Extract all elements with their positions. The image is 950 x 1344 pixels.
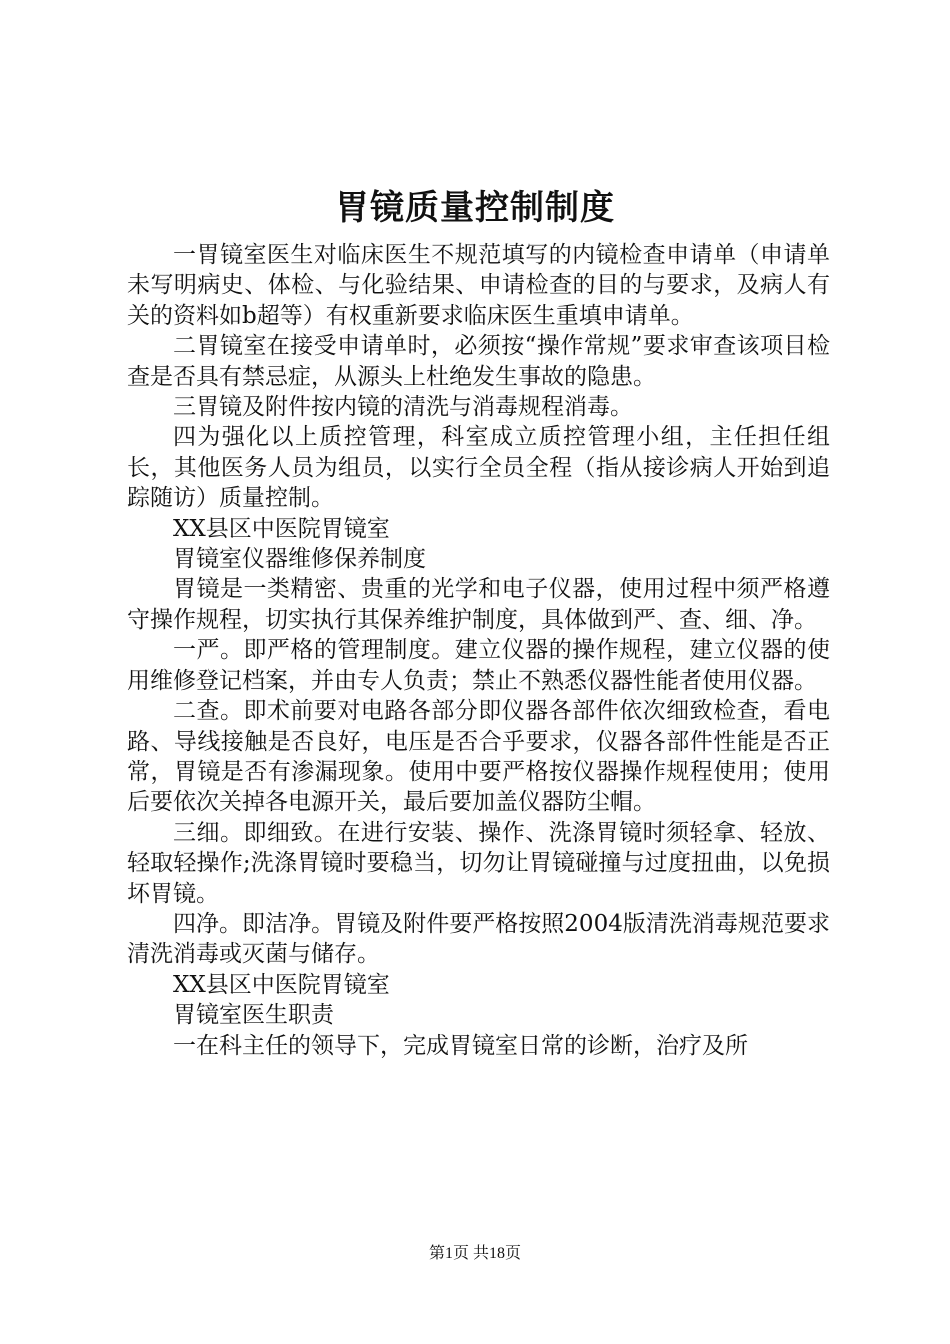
document-body — [127, 240, 830, 1061]
paragraph: 一严。即严格的管理制度。建立仪器的操作规程，建立仪器的使用维修登记档案，并由专人负责；禁止不熟悉仪器性能者使用仪器。 — [127, 637, 830, 694]
paragraph: 三细。即细致。在进行安装、操作、洗涤胃镜时须轻拿、轻放、轻取轻操作;洗涤胃镜时要稳当，切勿让胃镜碰撞与过度扭曲，以免损坏胃镜。 — [127, 819, 830, 907]
signature-line: XX县区中医院胃镜室 — [173, 515, 390, 542]
paragraph: 一在科主任的领导下，完成胃镜室日常的诊断，治疗及所 — [173, 1032, 748, 1059]
paragraph: 四净。即洁净。胃镜及附件要严格按照2004版清洗消毒规范要求清洗消毒或灭菌与储存。 — [127, 910, 830, 968]
paragraph: 三胃镜及附件按内镜的清洗与消毒规程消毒。 — [173, 394, 633, 421]
document-title: 胃镜质量控制制度 — [335, 188, 615, 228]
paragraph: 二胃镜室在接受申请单时，必须按“操作常规”要求审查该项目检查是否具有禁忌症，从源头上杜绝发生事故的隐患。 — [127, 333, 830, 390]
paragraph: 胃镜是一类精密、贵重的光学和电子仪器，使用过程中须严格遵守操作规程，切实执行其保养维护制度，具体做到严、查、细、净。 — [127, 576, 830, 633]
page-indicator: 第1页 共18页 — [428, 1245, 521, 1262]
paragraph: 四为强化以上质控管理，科室成立质控管理小组，主任担任组长，其他医务人员为组员，以实行全员全程（指从接诊病人开始到追踪随访）质量控制。 — [127, 424, 830, 512]
paragraph: 一胃镜室医生对临床医生不规范填写的内镜检查申请单（申请单未写明病史、体检、与化验结果、申请检查的目的与要求，及病人有关的资料如b超等）有权重新要求临床医生重填申请单。 — [127, 242, 830, 329]
paragraph: 二查。即术前要对电路各部分即仪器各部件依次细致检查，看电路、导线接触是否良好，电压是否合乎要求，仪器各部件性能是否正常，胃镜是否有渗漏现象。使用中要严格按仪器操作规程使用；使用后要依次关掉各电源开关，最后要加盖仪器防尘帽。 — [127, 698, 830, 816]
section-heading: 胃镜室仪器维修保养制度 — [173, 546, 426, 573]
signature-line: XX县区中医院胃镜室 — [173, 971, 390, 998]
section-heading: 胃镜室医生职责 — [173, 1002, 334, 1029]
